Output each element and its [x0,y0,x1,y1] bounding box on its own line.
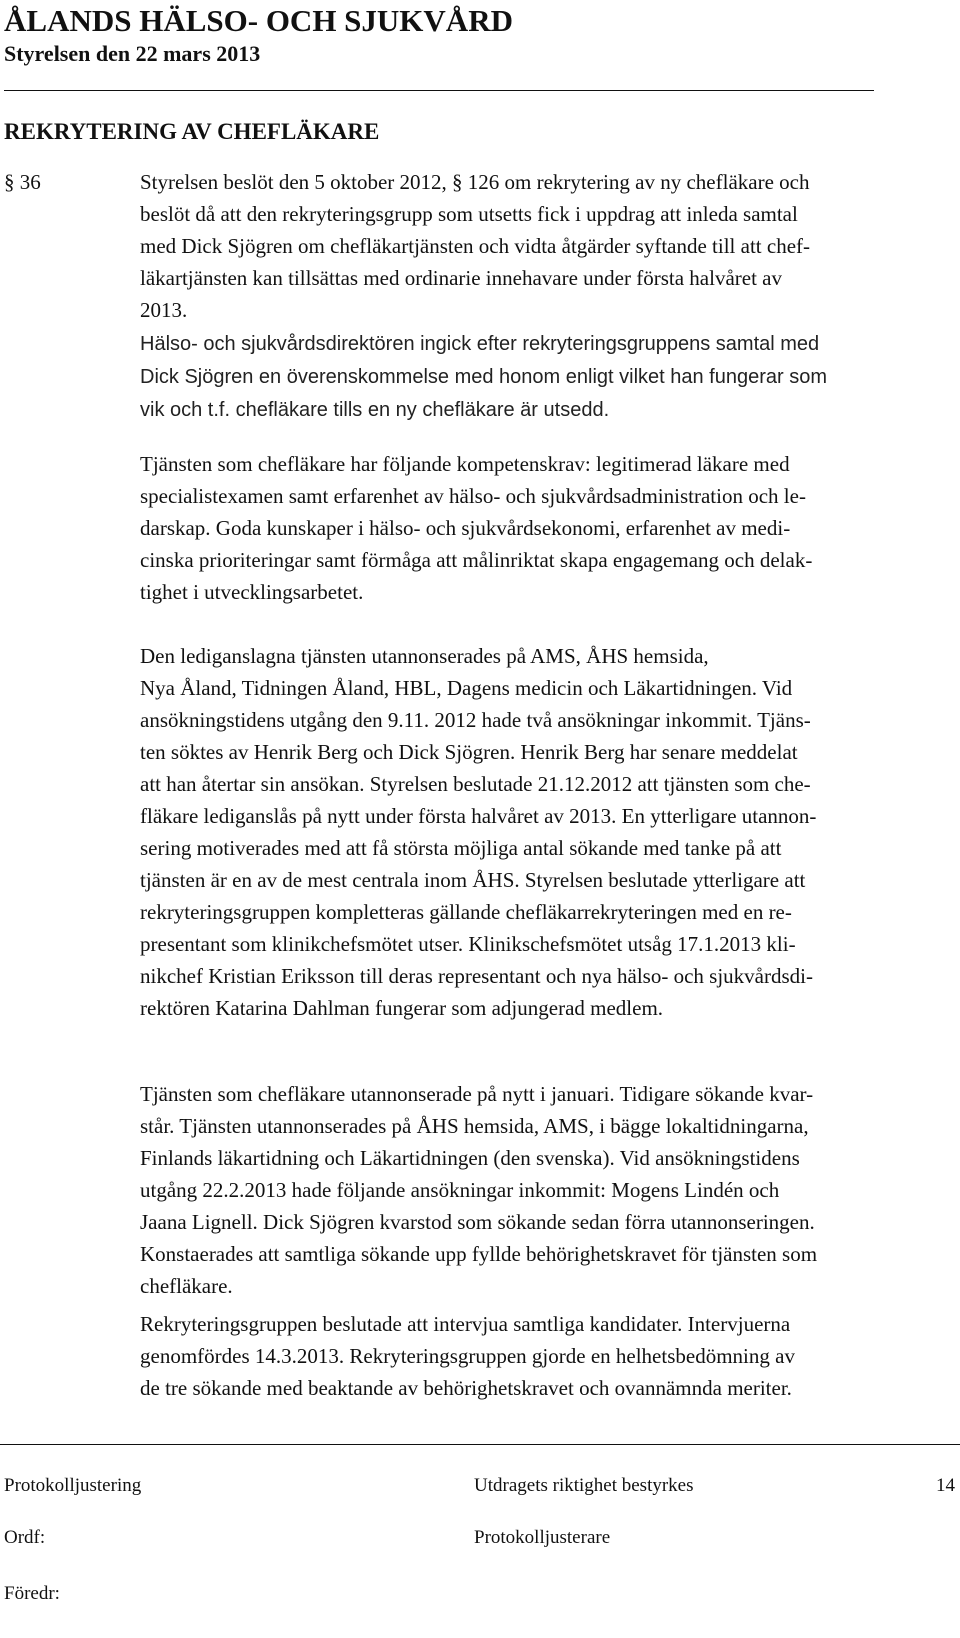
text-line: att han återtar sin ansökan. Styrelsen beslutade 21.12.2012 att tjänsten som che- [140,772,811,796]
text-line: Rekryteringsgruppen beslutade att intervjua samtliga kandidater. Intervjuerna [140,1312,791,1336]
text-line: ten söktes av Henrik Berg och Dick Sjögren. Henrik Berg har senare meddelat [140,740,798,764]
text-line: Finlands läkartidning och Läkartidningen (den svenska). Vid ansökningstidens [140,1146,800,1170]
page-number: 14 [936,1475,955,1496]
paragraph-number: § 36 [4,170,41,194]
text-line: nikchef Kristian Eriksson till deras representant och nya hälso- och sjukvårdsdi- [140,964,813,988]
footer-certified: Utdragets riktighet bestyrkes [474,1475,694,1496]
text-line: sering motiverades med att få största möjliga antal sökande med tanke på att [140,836,782,860]
text-line: med Dick Sjögren om chefläkartjänsten och vidta åtgärder syftande till att chef- [140,234,811,258]
text-line: specialistexamen samt erfarenhet av hälso- och sjukvårdsadministration och le- [140,484,806,508]
paragraph-second-advertisement [140,1078,817,1302]
text-line: tighet i utvecklingsarbetet. [140,580,364,604]
footer-divider [0,1444,960,1445]
text-line: 2013. [140,298,188,322]
text-line: vik och t.f. chefläkare tills en ny chefläkare är utsedd. [140,399,610,421]
text-line: genomfördes 14.3.2013. Rekryteringsgruppen gjorde en helhetsbedömning av [140,1344,795,1368]
organization-title: ÅLANDS HÄLSO- OCH SJUKVÅRD [4,3,513,38]
text-line: de tre sökande med beaktande av behörighetskravet och ovannämnda meriter. [140,1376,792,1400]
paragraph-interim-agreement [140,328,827,427]
text-line: beslöt då att den rekryteringsgrupp som utsetts fick i uppdrag att inleda samtal [140,202,798,226]
text-line: Tjänsten som chefläkare utannonserade på nytt i januari. Tidigare sökande kvar- [140,1082,814,1106]
paragraph-background [140,166,810,326]
text-line: Den lediganslagna tjänsten utannonserades på AMS, ÅHS hemsida, [140,644,709,668]
text-line: Konstaerades att samtliga sökande upp fyllde behörighetskravet för tjänsten som [140,1242,818,1266]
section-heading: REKRYTERING AV CHEFLÄKARE [4,119,380,144]
text-line: Styrelsen beslöt den 5 oktober 2012, § 126 om rekrytering av ny chefläkare och [140,170,810,194]
text-line: fläkare lediganslås på nytt under första halvåret av 2013. En ytterligare utannon- [140,804,817,828]
footer-presenter-label: Föredr: [4,1583,60,1604]
text-line: läkartjänsten kan tillsättas med ordinarie innehavare under första halvåret av [140,266,782,290]
text-line: står. Tjänsten utannonserades på ÅHS hemsida, AMS, i bägge lokaltidningarna, [140,1114,809,1138]
text-line: darskap. Goda kunskaper i hälso- och sjukvårdsekonomi, erfarenhet av medi- [140,516,791,540]
footer-protocol-check: Protokolljustering [4,1475,142,1496]
text-line: utgång 22.2.2013 hade följande ansökningar inkommit: Mogens Lindén och [140,1178,780,1202]
text-line: rekryteringsgruppen kompletteras gällande chefläkarrekryteringen med en re- [140,900,792,924]
text-line: tjänsten är en av de mest centrala inom ÅHS. Styrelsen beslutade ytterligare att [140,868,806,892]
footer-chair-label: Ordf: [4,1527,46,1548]
text-line: presentant som klinikchefsmötet utser. Klinikschefsmötet utsåg 17.1.2013 kli- [140,932,796,956]
paragraph-number-value: 36 [19,170,41,194]
text-line: Jaana Lignell. Dick Sjögren kvarstod som sökande sedan förra utannonseringen. [140,1210,815,1234]
footer-adjusters: Protokolljusterare [474,1527,611,1548]
text-line: chefläkare. [140,1274,233,1298]
board-meeting-date: Styrelsen den 22 mars 2013 [4,41,261,66]
paragraph-interviews [140,1308,795,1404]
text-line: rektören Katarina Dahlman fungerar som adjungerad medlem. [140,996,664,1020]
text-line: cinska prioriteringar samt förmåga att målinriktat skapa engagemang och delak- [140,548,813,572]
paragraph-competence-requirements [140,448,812,608]
text-line: Nya Åland, Tidningen Åland, HBL, Dagens medicin och Läkartidningen. Vid [140,676,793,700]
text-line: ansökningstidens utgång den 9.11. 2012 hade två ansökningar inkommit. Tjäns- [140,708,811,732]
text-line: Hälso- och sjukvårdsdirektören ingick efter rekryteringsgruppens samtal med [140,333,820,355]
text-line: Dick Sjögren en överenskommelse med honom enligt vilket han fungerar som [140,366,828,388]
header-divider [4,90,874,91]
text-line: Tjänsten som chefläkare har följande kompetenskrav: legitimerad läkare med [140,452,790,476]
paragraph-first-advertisement [140,640,816,1024]
